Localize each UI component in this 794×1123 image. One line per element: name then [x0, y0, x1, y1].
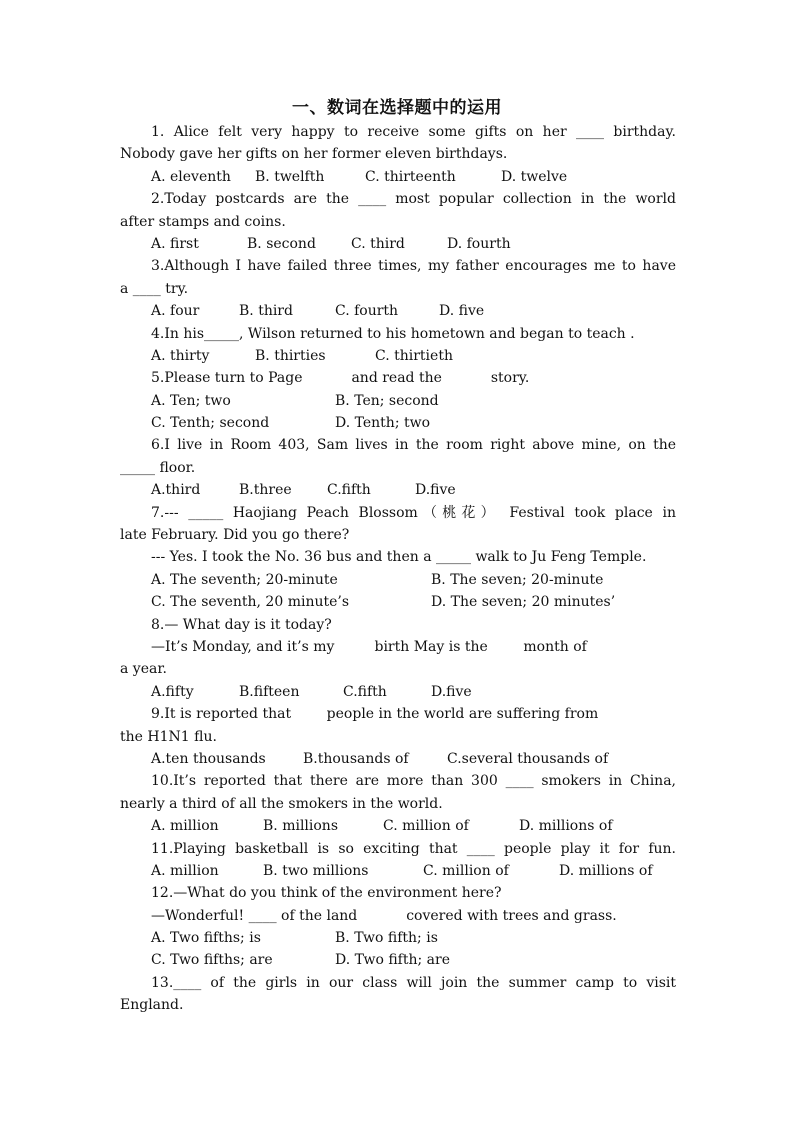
option-a: A.fifty: [151, 683, 194, 700]
option-c: C.fifth: [327, 482, 371, 499]
question-13-line-2: England.: [120, 997, 184, 1014]
option-d: D. twelve: [501, 168, 568, 185]
option-c: C.fifth: [343, 683, 387, 700]
question-10-line-1: 10.It’s reported that there are more than 300 ____ smokers in China,: [151, 773, 676, 790]
question-9-line-1: 9.It is reported that people in the world are suffering from: [151, 706, 599, 723]
question-13-line-1: 13.____ of the girls in our class will join the summer camp to visit: [151, 974, 676, 991]
option-c: C. The seventh, 20 minute’s: [151, 594, 350, 611]
option-d: D. millions of: [559, 862, 653, 879]
option-c: C. million of: [423, 862, 509, 879]
question-6-options: [120, 479, 676, 501]
question-3-options: [120, 300, 676, 322]
question-2-options: [120, 233, 676, 255]
question-3-line-1: 3.Although I have failed three times, my father encourages me to have: [151, 258, 676, 275]
option-b: B. second: [247, 235, 316, 252]
option-b: B.three: [239, 482, 292, 499]
question-list: [120, 121, 676, 1017]
question-1-line-1: 1. Alice felt very happy to receive some gifts on her ____ birthday.: [151, 124, 676, 140]
question-6-line-1: 6.I live in Room 403, Sam lives in the room right above mine, on the: [151, 437, 676, 454]
option-d: D.five: [415, 482, 456, 499]
option-b: B. The seven; 20-minute: [431, 571, 604, 588]
question-4-options: [120, 345, 676, 367]
option-b: B. thirties: [255, 347, 326, 364]
option-c: C. Tenth; second: [151, 415, 270, 432]
option-a: A. The seventh; 20-minute: [151, 571, 338, 588]
question-9-options: [120, 748, 676, 770]
question-12-line-2: —Wonderful! ____ of the land covered with trees and grass.: [151, 907, 617, 924]
question-4-line-1: 4.In his_____, Wilson returned to his hometown and began to teach .: [151, 325, 635, 342]
option-b: B. third: [239, 303, 293, 320]
question-7-line-3: --- Yes. I took the No. 36 bus and then a _____ walk to Ju Feng Temple.: [151, 549, 647, 566]
question-8-line-1: 8.— What day is it today?: [151, 616, 332, 633]
option-d: D. fourth: [447, 235, 511, 252]
question-5-line-1: 5.Please turn to Page and read the story.: [151, 370, 530, 387]
option-a: A. Two fifths; is: [151, 930, 261, 947]
option-c: C. fourth: [335, 303, 399, 320]
option-d: D.five: [431, 683, 472, 700]
option-d: D. millions of: [519, 818, 613, 835]
question-2-line-2: after stamps and coins.: [120, 213, 286, 230]
option-c: C. thirtieth: [375, 347, 453, 364]
question-6-line-2: _____ floor.: [120, 459, 196, 476]
option-b: B.thousands of: [303, 750, 409, 767]
option-b: B. Ten; second: [335, 392, 439, 409]
question-8-line-2: —It’s Monday, and it’s my birth May is the month of: [151, 638, 587, 655]
option-d: D. The seven; 20 minutes’: [431, 594, 616, 611]
option-a: A. eleventh: [151, 168, 231, 185]
question-12-options-row-1: [120, 927, 676, 949]
question-10-options: [120, 815, 676, 837]
question-8-line-3: a year.: [120, 661, 167, 678]
page-title: 一、数词在选择题中的运用: [292, 98, 502, 118]
question-7-line-1: 7.--- _____ Haojiang Peach Blossom（桃花） Festival took place in: [151, 504, 676, 521]
option-d: D. Tenth; two: [335, 415, 431, 432]
question-7-options-row-1: [120, 569, 676, 591]
question-7-line-2: late February. Did you go there?: [120, 527, 350, 544]
question-5-options-row-1: [120, 390, 676, 412]
question-7-options-row-2: [120, 591, 676, 613]
option-c: C. million of: [383, 818, 469, 835]
question-11-line-1: 11.Playing basketball is so exciting that ____ people play it for fun.: [151, 840, 676, 857]
option-a: A. thirty: [151, 347, 210, 364]
question-1-options: [120, 166, 676, 188]
question-11-options: [120, 860, 676, 882]
option-c: C.several thousands of: [447, 750, 609, 767]
question-2-line-1: 2.Today postcards are the ____ most popular collection in the world: [151, 191, 676, 208]
question-8-options: [120, 681, 676, 703]
option-a: A. million: [151, 862, 219, 879]
question-9-line-2: the H1N1 flu.: [120, 728, 217, 745]
option-c: C. third: [351, 235, 405, 252]
option-b: B. twelfth: [255, 168, 325, 185]
option-b: B.fifteen: [239, 683, 300, 700]
option-b: B. Two fifth; is: [335, 930, 438, 947]
option-b: B. two millions: [263, 862, 369, 879]
question-12-options-row-2: [120, 949, 676, 971]
question-5-options-row-2: [120, 412, 676, 434]
option-d: D. five: [439, 303, 485, 320]
option-c: C. thirteenth: [365, 168, 456, 185]
option-a: A. million: [151, 818, 219, 835]
question-1-line-2: Nobody gave her gifts on her former eleven birthdays.: [120, 146, 508, 163]
option-c: C. Two fifths; are: [151, 952, 273, 969]
question-12-line-1: 12.—What do you think of the environment here?: [151, 885, 502, 902]
option-a: A.third: [151, 482, 201, 499]
option-b: B. millions: [263, 818, 339, 835]
option-a: A. four: [151, 303, 200, 320]
question-3-line-2: a ____ try.: [120, 280, 189, 297]
option-a: A. first: [151, 235, 199, 252]
option-a: A.ten thousands: [151, 750, 266, 767]
option-a: A. Ten; two: [151, 392, 231, 409]
option-d: D. Two fifth; are: [335, 952, 450, 969]
question-10-line-2: nearly a third of all the smokers in the world.: [120, 795, 443, 812]
